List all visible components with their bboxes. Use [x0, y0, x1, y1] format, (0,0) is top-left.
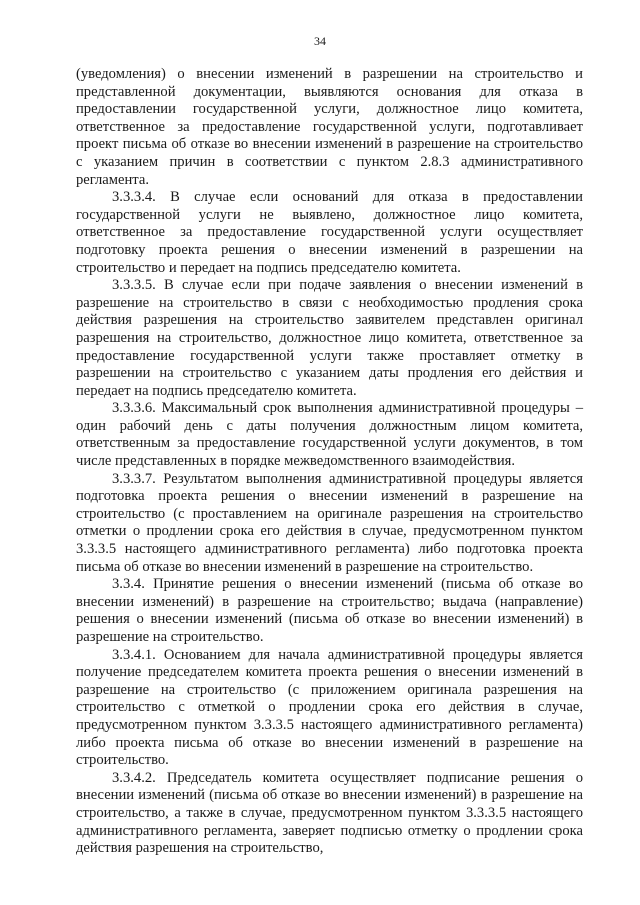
paragraph-3-3-3-4: 3.3.3.4. В случае если оснований для отказа в предоставлении государственной услуги не выявлено, должностное лицо комитета, ответственное за предоставление государственной услуги осуществляет подготовку проекта решения о внесении изменений в разрешении на строительство и передает на подпись председателю комитета.: [76, 189, 583, 276]
paragraph-3-3-3-5: 3.3.3.5. В случае если при подаче заявления о внесении изменений в разрешение на строительство в связи с необходимостью продления срока действия разрешения на строительство заявителем представлен оригинал разрешения на строительство, должностное лицо комитета, ответственное за предоставление государственной услуги также проставляет отметку в разрешении на строительство с указанием даты продления его действия и передает на подпись председателю комитета.: [76, 277, 583, 399]
document-body: [76, 66, 583, 858]
page-number: 34: [314, 34, 326, 48]
paragraph-3-3-4: 3.3.4. Принятие решения о внесении изменений (письма об отказе во внесении изменений) в разрешение на строительство; выдача (направление) решения о внесении изменений (письма об отказе во внесении изменений) в разрешение на строительство.: [76, 576, 583, 645]
paragraph-3-3-4-1: 3.3.4.1. Основанием для начала административной процедуры является получение председателем комитета проекта решения о внесении изменений в разрешение на строительство (с приложением оригинала разрешения на строительство с отметкой о продлении срока его действия в случае, предусмотренном пунктом 3.3.3.5 настоящего административного регламента) либо проекта письма об отказе во внесении изменений в разрешение на строительство.: [76, 646, 583, 769]
paragraph-continuation: (уведомления) о внесении изменений в разрешении на строительство и представленной документации, выявляются основания для отказа в предоставлении государственной услуги, должностное лицо комитета, ответственное за предоставление государственной услуги, подготавливает проект письма об отказе во внесении изменений в разрешение на строительство с указанием причин в соответствии с пунктом 2.8.3 административного регламента.: [76, 66, 583, 188]
paragraph-3-3-4-2: 3.3.4.2. Председатель комитета осуществляет подписание решения о внесении изменений (письма об отказе во внесении изменений) в разрешение на строительство, а также в случае, предусмотренном пунктом 3.3.3.5 настоящего административного регламента, заверяет подписью отметку о продлении срока действия разрешения на строительство,: [76, 769, 583, 857]
paragraph-3-3-3-6: 3.3.3.6. Максимальный срок выполнения административной процедуры – один рабочий день с даты получения должностным лицом комитета, ответственным за предоставление государственной услуги документов, в том числе представленных в порядке межведомственного взаимодействия.: [76, 400, 583, 470]
paragraph-3-3-3-7: 3.3.3.7. Результатом выполнения административной процедуры является подготовка проекта решения о внесении изменений в разрешение на строительство (с проставлением на оригинале разрешения на строительство отметки о продлении срока его действия в случае, предусмотренном пунктом 3.3.3.5 настоящего административного регламента) либо подготовка проекта письма об отказе во внесении изменений в разрешение на строительство.: [76, 470, 583, 575]
